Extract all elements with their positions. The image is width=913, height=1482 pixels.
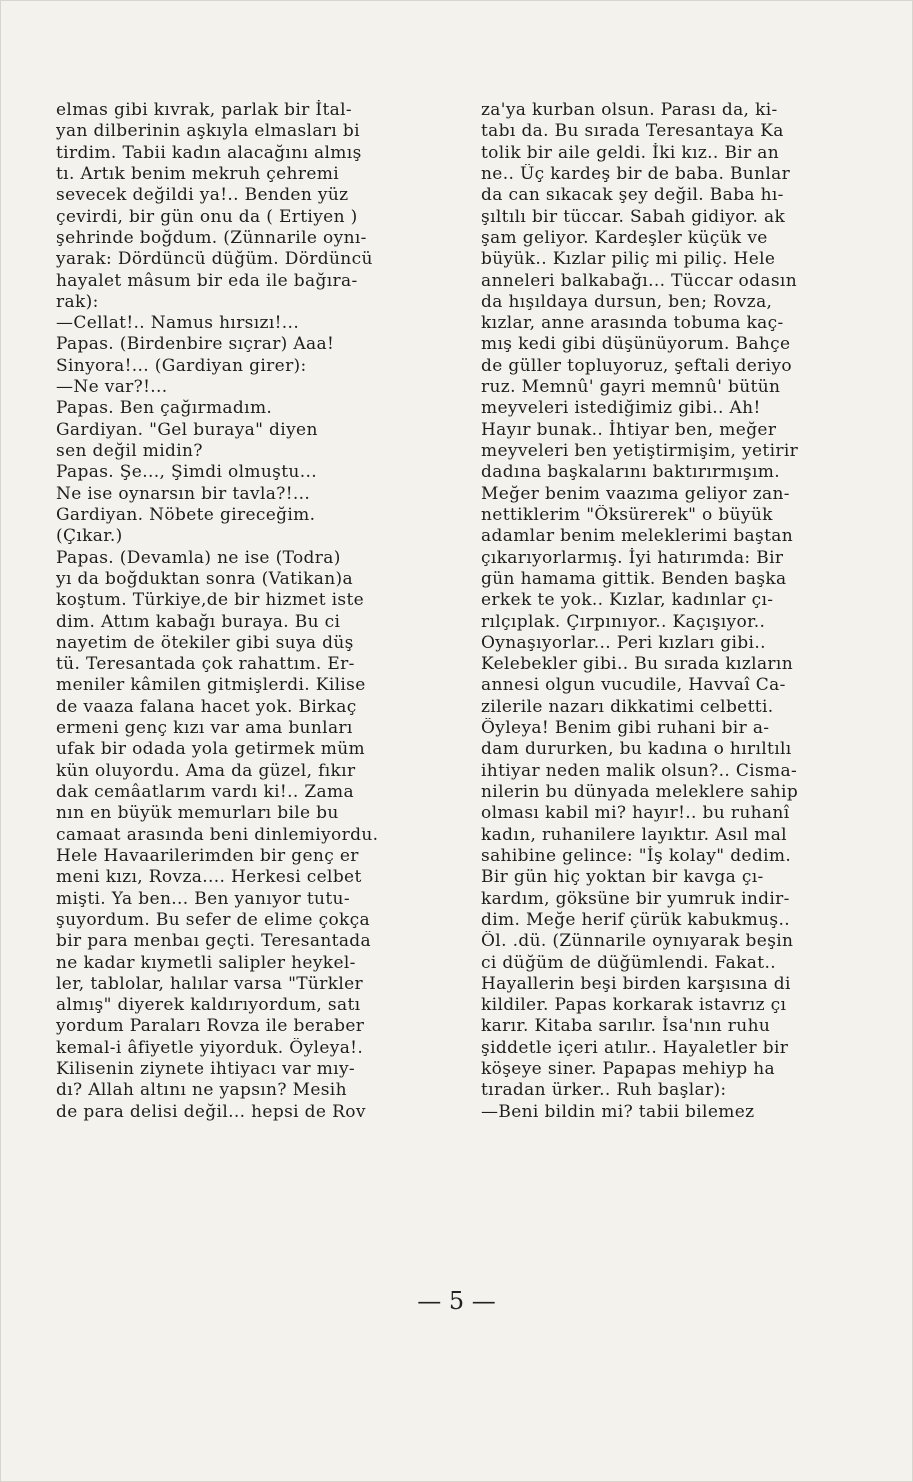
text-line: şıltılı bir tüccar. Sabah gidiyor. ak bbox=[481, 206, 786, 227]
text-line: şiddetle içeri atılır.. Hayaletler bir bbox=[481, 1037, 789, 1058]
text-line: —Ne var?!... bbox=[56, 377, 168, 398]
text-line: meyveleri istediğimiz gibi.. Ah! bbox=[481, 398, 761, 419]
text-line: Papas. Ben çağırmadım. bbox=[56, 398, 273, 419]
text-line: meyveleri ben yetiştirmişim, yetirir bbox=[481, 441, 799, 461]
text-line: kemal-i âfiyetle yiyorduk. Öyleya!. bbox=[56, 1037, 364, 1058]
text-line: Sinyora!... (Gardiyan girer): bbox=[56, 355, 307, 376]
text-line: Hayır bunak.. İhtiyar ben, meğer bbox=[481, 419, 777, 440]
text-line: ler, tablolar, halılar varsa "Türkler bbox=[56, 973, 364, 994]
text-line: ihtiyar neden malik olsun?.. Cisma- bbox=[481, 760, 798, 781]
text-line: kadın, ruhanilere layıktır. Asıl mal bbox=[481, 824, 787, 845]
text-line: Kelebekler gibi.. Bu sırada kızların bbox=[481, 654, 793, 675]
text-line: mişti. Ya ben... Ben yanıyor tutu- bbox=[56, 888, 350, 909]
text-line: rak): bbox=[56, 291, 99, 312]
text-line: ufak bir odada yola getirmek müm bbox=[56, 739, 366, 760]
text-line: —Cellat!.. Namus hırsızı!... bbox=[56, 313, 300, 334]
text-line: tı. Artık benim mekruh çehremi bbox=[56, 163, 339, 184]
text-line: şehrinde boğdum. (Zünnarile oynı- bbox=[56, 227, 367, 248]
text-line: ermeni genç kızı var ama bunları bbox=[56, 718, 353, 739]
text-line: da hışıldaya dursun, ben; Rovza, bbox=[481, 291, 773, 312]
right-text-column bbox=[481, 100, 849, 1123]
text-line: Papas. Şe..., Şimdi olmuştu... bbox=[56, 462, 317, 483]
text-line: (Çıkar.) bbox=[56, 526, 123, 547]
text-line: de güller topluyoruz, şeftali deriyo bbox=[481, 355, 792, 376]
text-line: adamlar benim meleklerimi baştan bbox=[481, 526, 794, 547]
text-line: zilerile nazarı dikkatimi celbetti. bbox=[481, 696, 774, 717]
text-line: Papas. (Devamla) ne ise (Todra) bbox=[56, 547, 341, 568]
text-line: meniler kâmilen gitmişlerdi. Kilise bbox=[56, 675, 366, 696]
text-line: koştum. Türkiye,de bir hizmet iste bbox=[56, 590, 365, 611]
text-line: de para delisi değil... hepsi de Rov bbox=[56, 1101, 366, 1122]
text-line: sen değil midin? bbox=[56, 441, 203, 461]
text-line: tıradan ürker.. Ruh başlar): bbox=[481, 1080, 727, 1101]
text-line: ci düğüm de düğümlendi. Fakat.. bbox=[481, 952, 776, 973]
page-number: — 5 — bbox=[417, 1287, 496, 1315]
text-line: bir para menbaı geçti. Teresantada bbox=[56, 931, 372, 952]
text-line: şam geliyor. Kardeşler küçük ve bbox=[481, 227, 768, 248]
text-line: büyük.. Kızlar piliç mi piliç. Hele bbox=[481, 249, 776, 270]
text-line: tirdim. Tabii kadın alacağını almış bbox=[56, 142, 362, 163]
text-line: nın en büyük memurları bile bu bbox=[56, 803, 339, 824]
text-line: Meğer benim vaazıma geliyor zan- bbox=[481, 483, 790, 504]
text-line: Hele Havaarilerimden bir genç er bbox=[56, 845, 359, 866]
text-line: camaat arasında beni dinlemiyordu. bbox=[56, 824, 379, 845]
text-line: nettiklerim "Öksürerek" o büyük bbox=[481, 504, 773, 525]
text-line: elmas gibi kıvrak, parlak bir İtal- bbox=[56, 100, 353, 120]
text-line: —Beni bildin mi? tabii bilemez bbox=[481, 1101, 755, 1122]
text-line: Öl. .dü. (Zünnarile oynıyarak beşin bbox=[481, 931, 794, 952]
text-line: nilerin bu dünyada meleklere sahip bbox=[481, 782, 799, 802]
text-line: kızlar, anne arasında tobuma kaç- bbox=[481, 313, 784, 334]
text-line: dim. Attım kabağı buraya. Bu ci bbox=[56, 611, 341, 632]
text-line: ruz. Memnû' gayri memnû' bütün bbox=[481, 377, 781, 398]
text-line: dadına başkalarını baktırırmışım. bbox=[481, 462, 780, 483]
text-line: Papas. (Birdenbire sıçrar) Aaa! bbox=[56, 334, 335, 355]
text-line: dak cemâatlarım vardı ki!.. Zama bbox=[56, 782, 354, 802]
text-line: Hayallerin beşi birden karşısına di bbox=[481, 973, 791, 994]
text-line: Öyleya! Benim gibi ruhani bir a- bbox=[481, 718, 770, 739]
text-line: dim. Meğe herif çürük kabukmuş.. bbox=[481, 909, 790, 930]
text-line: Bir gün hiç yoktan bir kavga çı- bbox=[481, 867, 764, 888]
text-line: köşeye siner. Papapas mehiyp ha bbox=[481, 1059, 775, 1080]
text-line: Oynaşıyorlar... Peri kızları gibi.. bbox=[481, 632, 766, 653]
text-line: yarak: Dördüncü düğüm. Dördüncü bbox=[56, 249, 373, 270]
text-line: rılçıplak. Çırpınıyor.. Kaçışıyor.. bbox=[481, 611, 766, 632]
text-line: gün hamama gittik. Benden başka bbox=[481, 568, 787, 589]
text-line: karır. Kitaba sarılır. İsa'nın ruhu bbox=[481, 1016, 771, 1037]
text-line: anneleri balkabağı... Tüccar odasın bbox=[481, 270, 798, 291]
text-line: tü. Teresantada çok rahattım. Er- bbox=[56, 654, 355, 675]
text-line: hayalet mâsum bir eda ile bağıra- bbox=[56, 270, 358, 291]
text-line: nayetim de ötekiler gibi suya düş bbox=[56, 632, 354, 653]
text-line: şuyordum. Bu sefer de elime çokça bbox=[56, 909, 371, 930]
text-line: mış kedi gibi düşünüyorum. Bahçe bbox=[481, 334, 791, 355]
text-line: kün oluyordu. Ama da güzel, fıkır bbox=[56, 760, 356, 781]
text-line: Kilisenin ziynete ihtiyacı var mıy- bbox=[56, 1059, 356, 1080]
left-text-column bbox=[56, 100, 432, 1123]
text-line: erkek te yok.. Kızlar, kadınlar çı- bbox=[481, 590, 774, 611]
text-line: yan dilberinin aşkıyla elmasları bi bbox=[56, 121, 360, 142]
text-line: sahibine gelince: "İş kolay" dedim. bbox=[481, 845, 792, 866]
text-line: de vaaza falana hacet yok. Birkaç bbox=[56, 696, 357, 717]
text-line: Gardiyan. "Gel buraya" diyen bbox=[56, 419, 318, 440]
text-line: da can sıkacak şey değil. Baba hı- bbox=[481, 185, 784, 206]
text-line: dam dururken, bu kadına o hırıltılı bbox=[481, 739, 792, 760]
text-line: za'ya kurban olsun. Parası da, ki- bbox=[481, 100, 778, 120]
text-line: annesi olgun vucudile, Havvaî Ca- bbox=[481, 675, 786, 696]
text-line: meni kızı, Rovza.... Herkesi celbet bbox=[56, 867, 362, 888]
text-line: tolik bir aile geldi. İki kız.. Bir an bbox=[481, 142, 780, 163]
text-line: tabı da. Bu sırada Teresantaya Ka bbox=[481, 121, 784, 142]
text-line: almış" diyerek kaldırıyordum, satı bbox=[56, 995, 361, 1016]
text-line: yordum Paraları Rovza ile beraber bbox=[56, 1016, 365, 1037]
text-line: kildiler. Papas korkarak istavrız çı bbox=[481, 995, 787, 1016]
text-line: ne.. Üç kardeş bir de baba. Bunlar bbox=[481, 163, 791, 184]
text-line: ne kadar kıymetli salipler heykel- bbox=[56, 952, 356, 973]
text-line: Ne ise oynarsın bir tavla?!... bbox=[56, 483, 311, 504]
text-line: olması kabil mi? hayır!.. bu ruhanî bbox=[481, 803, 790, 824]
text-line: dı? Allah altını ne yapsın? Mesih bbox=[56, 1080, 347, 1101]
text-line: sevecek değildi ya!.. Benden yüz bbox=[56, 185, 349, 206]
text-line: çıkarıyorlarmış. İyi hatırımda: Bir bbox=[481, 547, 784, 568]
text-line: çevirdi, bir gün onu da ( Ertiyen ) bbox=[56, 206, 358, 227]
text-line: Gardiyan. Nöbete gireceğim. bbox=[56, 504, 316, 525]
text-line: kardım, göksüne bir yumruk indir- bbox=[481, 888, 790, 909]
text-line: yı da boğduktan sonra (Vatikan)a bbox=[56, 568, 353, 589]
